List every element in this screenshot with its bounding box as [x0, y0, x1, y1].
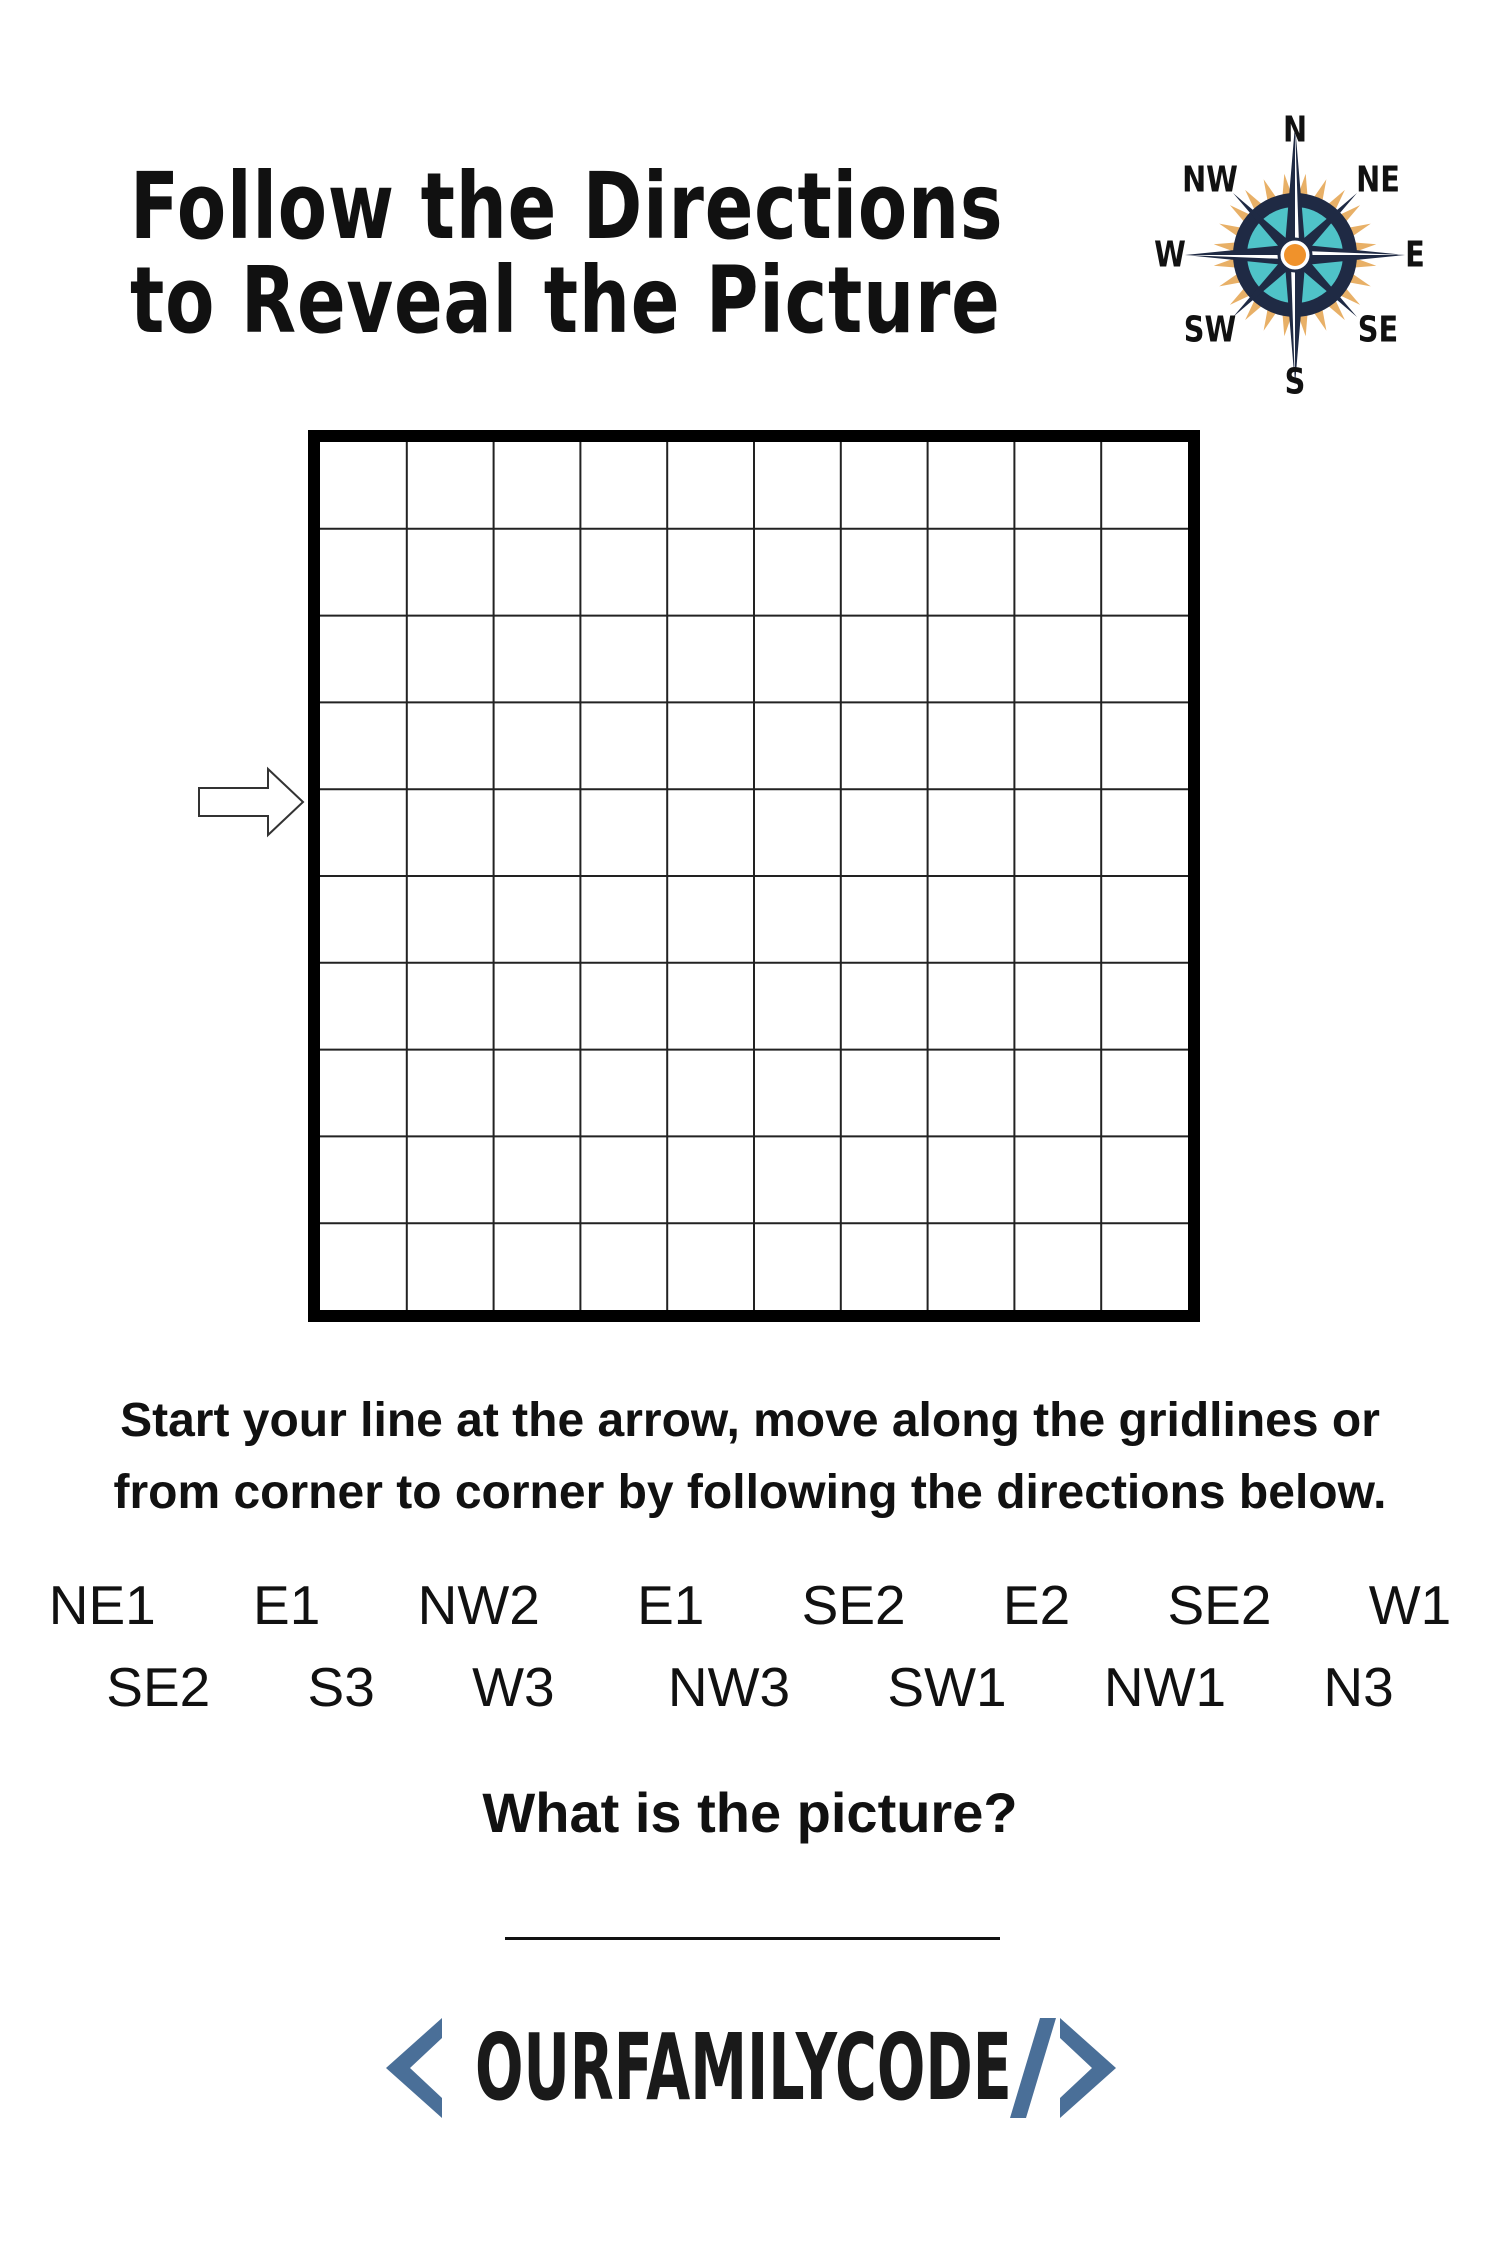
answer-line[interactable] [505, 1937, 1000, 1940]
question-text: What is the picture? [482, 1781, 1018, 1844]
instructions-text [0, 1385, 1500, 1529]
direction-item: SE2 [1167, 1574, 1272, 1636]
direction-item: SW1 [887, 1656, 1007, 1718]
direction-item: NE1 [48, 1574, 156, 1636]
direction-item: W3 [472, 1656, 555, 1718]
direction-item: NW1 [1103, 1656, 1227, 1718]
instructions-line-1: Start your line at the arrow, move along the gridlines or [120, 1394, 1380, 1447]
compass-label-se: SE [1357, 309, 1399, 351]
direction-item: E1 [637, 1574, 705, 1636]
direction-item: W1 [1368, 1574, 1452, 1636]
title-line-2: to Reveal the Picture [130, 247, 1001, 354]
compass-label-sw: SW [1183, 309, 1237, 351]
title-line-1: Follow the Directions [130, 153, 1004, 260]
page-title [130, 153, 1004, 354]
start-arrow-icon [196, 766, 308, 838]
compass-label-s: S [1284, 361, 1306, 403]
logo [380, 2010, 1140, 2130]
logo-text: OURFAMILYCODE [475, 2014, 1012, 2121]
compass-label-n: N [1282, 109, 1308, 151]
direction-item: NW3 [667, 1656, 791, 1718]
compass-label-ne: NE [1356, 159, 1400, 201]
direction-item: SE2 [106, 1656, 211, 1718]
direction-item: SE2 [801, 1574, 906, 1636]
instructions-line-2: from corner to corner by following the directions below. [113, 1466, 1387, 1519]
drawing-grid[interactable] [308, 430, 1200, 1322]
direction-item: NW2 [417, 1574, 540, 1636]
compass-label-e: E [1405, 234, 1425, 276]
direction-item: S3 [307, 1656, 375, 1718]
compass-label-nw: NW [1182, 159, 1238, 201]
direction-item: E1 [253, 1574, 321, 1636]
compass-label-w: W [1154, 234, 1186, 276]
compass-rose [1140, 100, 1450, 410]
grid-lines [308, 430, 1200, 1322]
directions-row-2 [0, 1655, 1500, 1719]
direction-item: E2 [1002, 1574, 1071, 1636]
directions-row-1 [0, 1573, 1500, 1637]
direction-item: N3 [1323, 1656, 1394, 1718]
